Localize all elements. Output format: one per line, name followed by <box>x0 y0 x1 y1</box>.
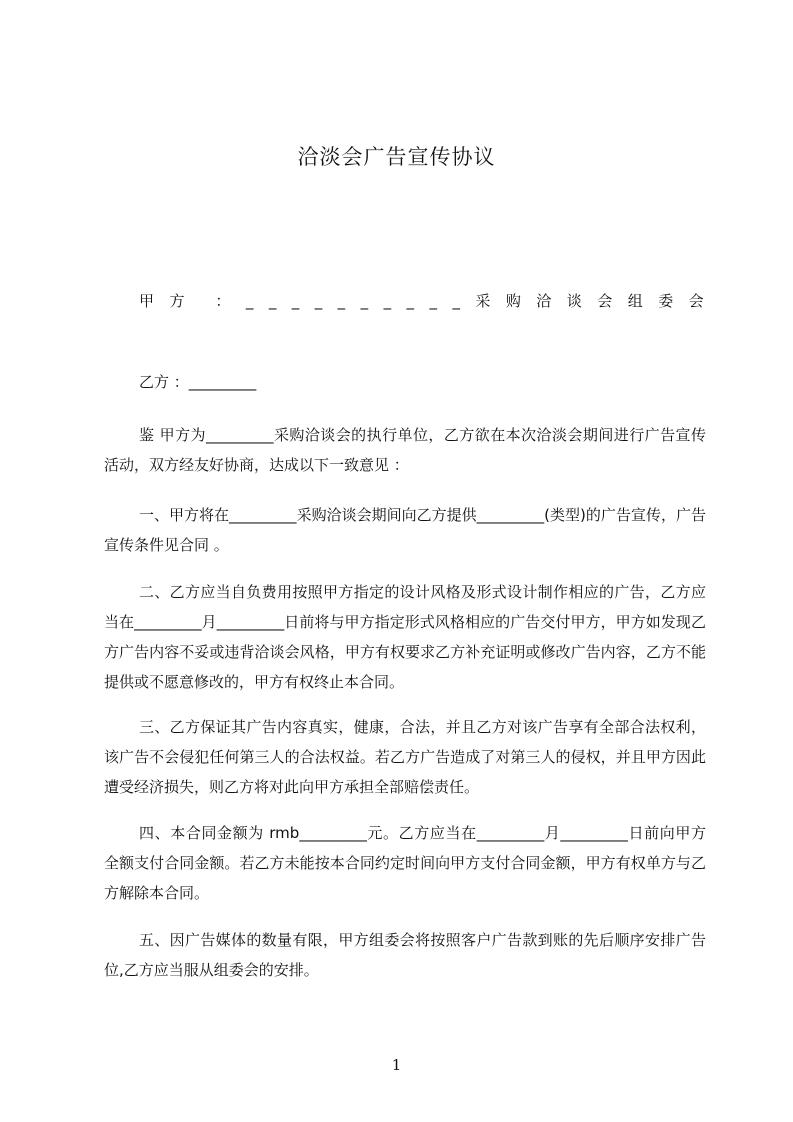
party-a-char: _ <box>245 292 254 310</box>
party-a-char: _ <box>337 292 346 310</box>
document-title: 洽淡会广告宣传协议 <box>297 145 496 169</box>
party-a-char: 甲 <box>139 292 155 310</box>
party-a-char: _ <box>314 292 323 310</box>
party-a-char: 会 <box>688 292 704 310</box>
party-a-char: _ <box>452 292 460 310</box>
clause-4-paragraph: 四、本合同金额为 rmb_________元。乙方应当在_________月_________日前向甲方全额支付合同金额。若乙方未能按本合同约定时间向甲方支付合同金额，甲方有权单方与乙方解除本合同。 <box>104 824 706 902</box>
party-a-char: 组 <box>627 292 643 310</box>
party-a-char: _ <box>406 292 415 310</box>
party-a-char: 洽 <box>536 292 552 310</box>
party-a-line <box>139 289 704 313</box>
clause-2-paragraph: 二、乙方应当自负费用按照甲方指定的设计风格及形式设计制作相应的广告，乙方应当在_________月_________日前将与甲方指定形式风格相应的广告交付甲方，甲方如发现乙方广告内容不妥或违背洽谈会风格，甲方有权要求乙方补充证明或修改广告内容，乙方不能提供或不愿意修改的，甲方有权终止本合同。 <box>104 583 706 691</box>
clause-5-paragraph: 五、因广告媒体的数量有限，甲方组委会将按照客户广告款到账的先后顺序安排广告位,乙方应当服从组委会的安排。 <box>104 931 706 979</box>
page-number: 1 <box>391 1056 402 1074</box>
party-a-char: 谈 <box>566 292 582 310</box>
clause-3-paragraph: 三、乙方保证其广告内容真实，健康，合法，并且乙方对该广告享有全部合法权利，该广告不会侵犯任何第三人的合法权益。若乙方广告造成了对第三人的侵权，并且甲方因此遭受经济损失，则乙方将对此向甲方承担全部赔偿责任。 <box>104 718 706 796</box>
preamble-paragraph: 鉴 甲方为_________采购洽谈会的执行单位，乙方欲在本次洽淡会期间进行广告宣传活动，双方经友好协商，达成以下一致意见 ： <box>104 426 706 474</box>
party-a-char: 购 <box>505 292 521 310</box>
party-a-char: 会 <box>597 292 613 310</box>
party-a-char: _ <box>429 292 437 310</box>
party-a-char: ： <box>215 292 231 310</box>
party-a-char: _ <box>360 292 369 310</box>
party-b-line: 乙方 ：_________ <box>139 373 257 391</box>
party-a-char: 采 <box>475 292 491 310</box>
party-a-char: 方 <box>169 292 185 310</box>
party-a-char: _ <box>291 292 300 310</box>
party-a-char: _ <box>383 292 392 310</box>
party-a-char: _ <box>268 292 277 310</box>
party-a-char: 委 <box>658 292 674 310</box>
clause-1-paragraph: 一、甲方将在_________采购洽谈会期间向乙方提供_________(类型)的广告宣传，广告宣传条件见合同 。 <box>104 506 706 554</box>
